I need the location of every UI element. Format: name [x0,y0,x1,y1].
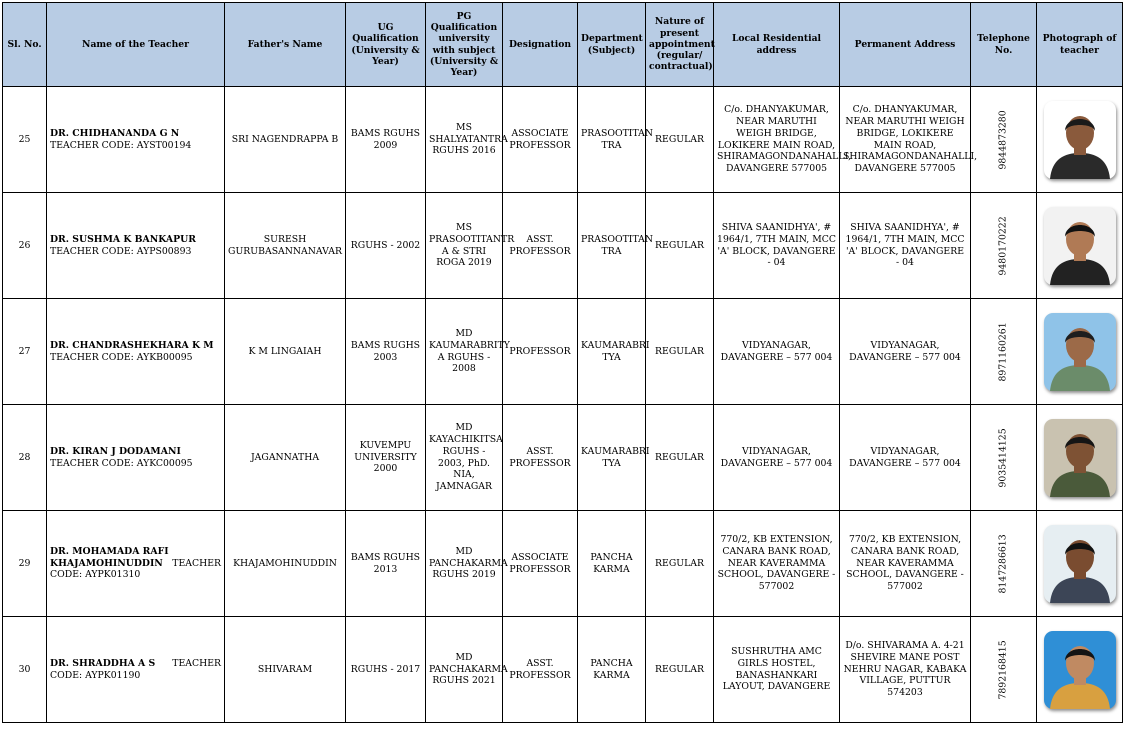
table-row [3,405,1123,511]
cell-sl-no: 29 [3,511,47,617]
cell-photo [1037,299,1123,405]
teacher-code-prefix: TEACHER [172,657,221,669]
header-ug: UG Qualification (University & Year) [346,3,426,87]
table-row [3,617,1123,723]
cell-father-name: SRI NAGENDRAPPA B [225,87,346,193]
cell-photo [1037,511,1123,617]
cell-pg-qualification: MD PANCHAKARMA RGUHS 2021 [426,617,503,723]
cell-teacher-name [47,617,225,723]
cell-designation: ASSOCIATE PROFESSOR [503,87,578,193]
cell-permanent-address: 770/2, KB EXTENSION, CANARA BANK ROAD, NEAR KAVERAMMA SCHOOL, DAVANGERE - 577002 [840,511,971,617]
cell-department: KAUMARABRI TYA [578,299,646,405]
cell-designation: ASSOCIATE PROFESSOR [503,511,578,617]
teacher-photo [1044,313,1116,391]
cell-pg-qualification: MS PRASOOTITANTR A & STRI ROGA 2019 [426,193,503,299]
cell-pg-qualification: MD PANCHAKARMA RGUHS 2019 [426,511,503,617]
cell-department: KAUMARABRI TYA [578,405,646,511]
cell-photo [1037,617,1123,723]
telephone-number: 8971160261 [997,321,1009,382]
table-body [3,87,1123,723]
cell-permanent-address: VIDYANAGAR, DAVANGERE – 577 004 [840,299,971,405]
teacher-code: TEACHER CODE: AYKC00095 [50,457,193,469]
cell-local-address: SHIVA SAANIDHYA', # 1964/1, 7TH MAIN, MCC 'A' BLOCK, DAVANGERE - 04 [714,193,840,299]
cell-nature-of-appointment: REGULAR [646,299,714,405]
cell-department: PANCHA KARMA [578,617,646,723]
cell-nature-of-appointment: REGULAR [646,193,714,299]
cell-teacher-name [47,405,225,511]
cell-permanent-address: SHIVA SAANIDHYA', # 1964/1, 7TH MAIN, MCC 'A' BLOCK, DAVANGERE - 04 [840,193,971,299]
header-father: Father's Name [225,3,346,87]
cell-designation: ASST. PROFESSOR [503,405,578,511]
cell-telephone [971,617,1037,723]
teacher-photo [1044,631,1116,709]
teacher-name-line [50,546,221,570]
teacher-photo [1044,101,1116,179]
table-row [3,87,1123,193]
teacher-name: DR. SUSHMA K BANKAPUR [50,233,196,245]
header-photo: Photograph of teacher [1037,3,1123,87]
cell-father-name: K M LINGAIAH [225,299,346,405]
cell-designation: ASST. PROFESSOR [503,193,578,299]
cell-ug-qualification: BAMS RGUHS 2009 [346,87,426,193]
cell-local-address: C/o. DHANYAKUMAR, NEAR MARUTHI WEIGH BRIDGE, LOKIKERE MAIN ROAD, SHIRAMAGONDANAHALLI, DAVANGERE 577005 [714,87,840,193]
cell-telephone [971,405,1037,511]
header-department: Department (Subject) [578,3,646,87]
person-portrait-icon [1044,525,1116,603]
table-row [3,299,1123,405]
telephone-number: 8147286613 [997,533,1009,594]
cell-father-name: SURESH GURUBASANNANAVAR [225,193,346,299]
teacher-name: DR. KIRAN J DODAMANI [50,445,181,457]
header-telephone: Telephone No. [971,3,1037,87]
telephone-number: 9480170222 [997,215,1009,276]
cell-father-name: KHAJAMOHINUDDIN [225,511,346,617]
cell-nature-of-appointment: REGULAR [646,87,714,193]
cell-nature-of-appointment: REGULAR [646,405,714,511]
cell-ug-qualification: RGUHS - 2002 [346,193,426,299]
cell-telephone [971,299,1037,405]
header-pg: PG Qualification university with subject (University & Year) [426,3,503,87]
cell-local-address: SUSHRUTHA AMC GIRLS HOSTEL, BANASHANKARI LAYOUT, DAVANGERE [714,617,840,723]
teacher-code: TEACHER CODE: AYKB00095 [50,351,193,363]
cell-department: PRASOOTITAN TRA [578,193,646,299]
teacher-code: CODE: AYPK01190 [50,669,141,681]
cell-department: PANCHA KARMA [578,511,646,617]
telephone-number: 9035414125 [997,427,1009,488]
cell-pg-qualification: MD KAUMARABRITY A RGUHS - 2008 [426,299,503,405]
cell-sl-no: 28 [3,405,47,511]
header-designation: Designation [503,3,578,87]
cell-father-name: SHIVARAM [225,617,346,723]
teacher-name: DR. CHIDHANANDA G N [50,127,180,139]
cell-teacher-name [47,193,225,299]
person-portrait-icon [1044,419,1116,497]
person-portrait-icon [1044,101,1116,179]
cell-department: PRASOOTITAN TRA [578,87,646,193]
person-portrait-icon [1044,207,1116,285]
teacher-name: DR. CHANDRASHEKHARA K M [50,339,214,351]
cell-permanent-address: C/o. DHANYAKUMAR, NEAR MARUTHI WEIGH BRIDGE, LOKIKERE MAIN ROAD, SHIRAMAGONDANAHALLI, DAVANGERE 577005 [840,87,971,193]
teacher-photo [1044,525,1116,603]
cell-sl-no: 26 [3,193,47,299]
telephone-number: 9844873280 [997,109,1009,170]
header-name: Name of the Teacher [47,3,225,87]
cell-ug-qualification: KUVEMPU UNIVERSITY 2000 [346,405,426,511]
cell-telephone [971,193,1037,299]
cell-photo [1037,87,1123,193]
cell-permanent-address: VIDYANAGAR, DAVANGERE – 577 004 [840,405,971,511]
teacher-code: TEACHER CODE: AYST00194 [50,139,192,151]
person-portrait-icon [1044,313,1116,391]
header-local-address: Local Residential address [714,3,840,87]
cell-teacher-name [47,511,225,617]
cell-teacher-name [47,299,225,405]
teacher-name: DR. SHRADDHA A S [50,657,156,669]
cell-sl-no: 25 [3,87,47,193]
teacher-name-line [50,658,221,670]
teacher-code: CODE: AYPK01310 [50,569,141,581]
teacher-name: DR. MOHAMADA RAFI KHAJAMOHINUDDIN [50,545,169,569]
header-row [3,3,1123,87]
table-row [3,193,1123,299]
teacher-code: TEACHER CODE: AYPS00893 [50,245,192,257]
cell-pg-qualification: MD KAYACHIKITSA RGUHS - 2003, PhD. NIA, JAMNAGAR [426,405,503,511]
cell-designation: PROFESSOR [503,299,578,405]
cell-sl-no: 30 [3,617,47,723]
header-nature: Nature of present appointment (regular/ contractual) [646,3,714,87]
cell-local-address: VIDYANAGAR, DAVANGERE – 577 004 [714,405,840,511]
cell-local-address: VIDYANAGAR, DAVANGERE – 577 004 [714,299,840,405]
telephone-number: 7892168415 [997,639,1009,700]
cell-pg-qualification: MS SHALYATANTRA RGUHS 2016 [426,87,503,193]
cell-nature-of-appointment: REGULAR [646,511,714,617]
cell-designation: ASST. PROFESSOR [503,617,578,723]
teacher-code-prefix: TEACHER [172,557,221,569]
cell-ug-qualification: RGUHS - 2017 [346,617,426,723]
cell-ug-qualification: BAMS RUGHS 2003 [346,299,426,405]
cell-father-name: JAGANNATHA [225,405,346,511]
cell-photo [1037,405,1123,511]
teacher-photo [1044,207,1116,285]
teacher-photo [1044,419,1116,497]
person-portrait-icon [1044,631,1116,709]
header-sl: Sl. No. [3,3,47,87]
teachers-table [2,2,1123,723]
cell-permanent-address: D/o. SHIVARAMA A. 4-21 SHEVIRE MANE POST NEHRU NAGAR, KABAKA VILLAGE, PUTTUR 574203 [840,617,971,723]
cell-nature-of-appointment: REGULAR [646,617,714,723]
cell-photo [1037,193,1123,299]
cell-sl-no: 27 [3,299,47,405]
cell-telephone [971,511,1037,617]
table-row [3,511,1123,617]
cell-local-address: 770/2, KB EXTENSION, CANARA BANK ROAD, NEAR KAVERAMMA SCHOOL, DAVANGERE - 577002 [714,511,840,617]
cell-telephone [971,87,1037,193]
cell-teacher-name [47,87,225,193]
header-permanent-address: Permanent Address [840,3,971,87]
cell-ug-qualification: BAMS RGUHS 2013 [346,511,426,617]
